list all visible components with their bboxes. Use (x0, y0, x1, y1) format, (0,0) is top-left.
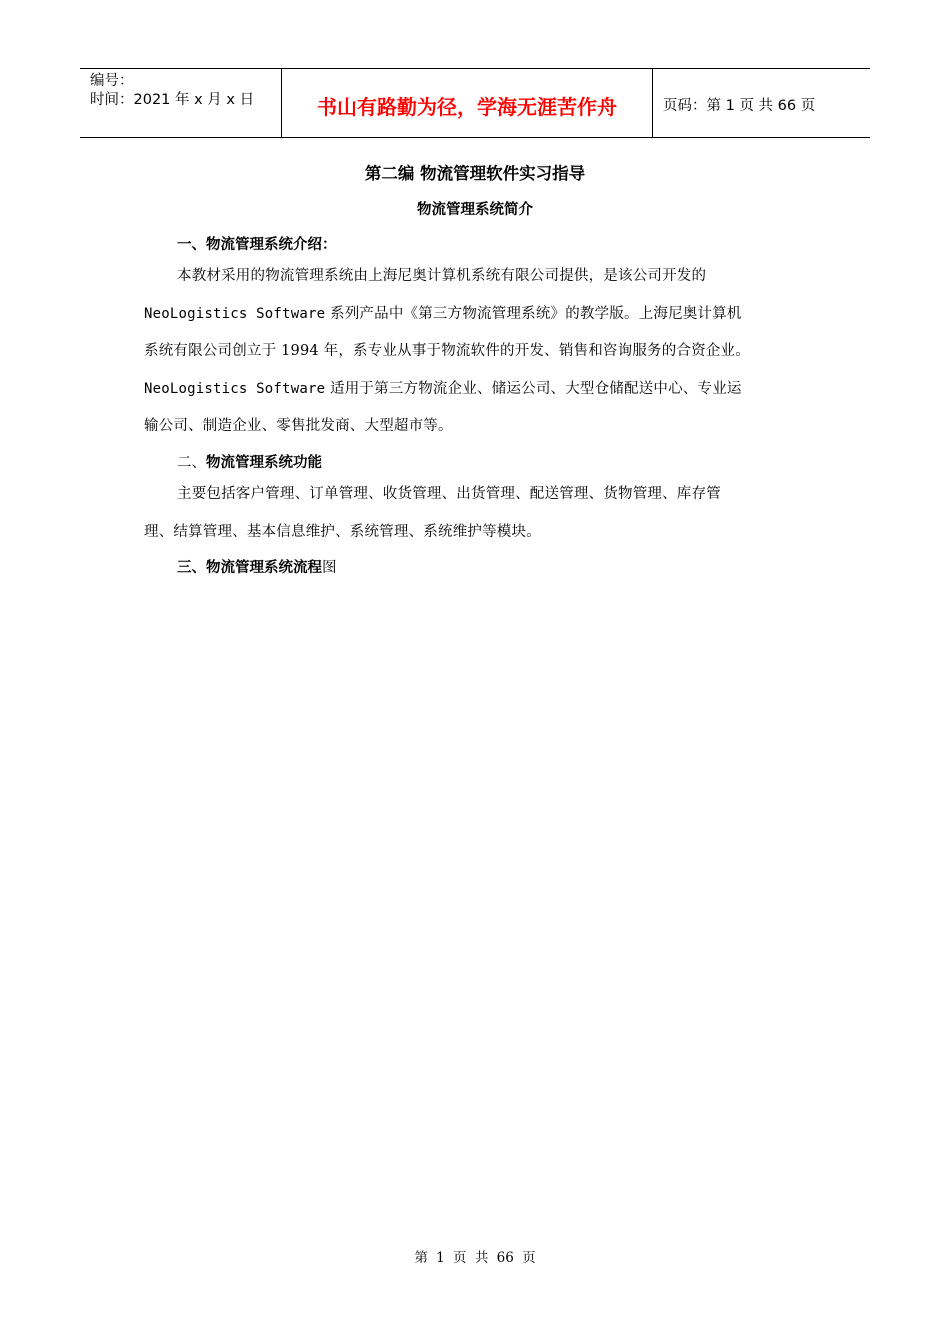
section-2-title: 物流管理系统功能 (206, 455, 322, 471)
paragraph-line: 本教材采用的物流管理系统由上海尼奥计算机系统有限公司提供，是该公司开发的 (177, 268, 707, 284)
section-1-heading: 一、物流管理系统介绍： (177, 237, 337, 253)
document-date: 时间：2021 年 x 月 x 日 (90, 92, 255, 108)
document-number-label: 编号： (90, 73, 134, 89)
header-page-info: 页码：第 1 页 共 66 页 (663, 97, 816, 114)
header-table (80, 68, 870, 138)
header-motto: 书山有路勤为径，学海无涯苦作舟 (281, 69, 653, 137)
product-name: NeoLogistics Software (144, 380, 326, 397)
product-name: NeoLogistics Software (144, 305, 326, 322)
paragraph-text: 适用于第三方物流企业、储运公司、大型仓储配送中心、专业运 (330, 380, 742, 397)
paragraph-line (111, 371, 824, 409)
paragraph-line: 系统有限公司创立于 1994 年，系专业从事于物流软件的开发、销售和咨询服务的合资企业。 (144, 343, 750, 359)
paragraph-text: 系列产品中《第三方物流管理系统》的教学版。上海尼奥计算机 (330, 305, 742, 322)
section-3-heading (177, 556, 337, 577)
paragraph-line: 主要包括客户管理、订单管理、收货管理、出货管理、配送管理、货物管理、库存管 (177, 486, 721, 502)
section-2-heading (177, 451, 322, 472)
paragraph-line (111, 296, 824, 334)
document-title: 第二编 物流管理软件实习指导 (364, 164, 586, 183)
section-3-title: 三、物流管理系统流程 (177, 560, 322, 576)
paragraph-line: 输公司、制造企业、零售批发商、大型超市等。 (144, 418, 453, 434)
document-subtitle: 物流管理系统简介 (417, 202, 533, 218)
section-2-paragraph (144, 476, 824, 551)
section-2-number: 二、 (177, 455, 206, 471)
paragraph-line: 理、结算管理、基本信息维护、系统管理、系统维护等模块。 (144, 523, 541, 540)
header-meta (80, 69, 281, 137)
page-footer: 第 1 页 共 66 页 (414, 1250, 536, 1266)
section-1-paragraph (144, 258, 824, 446)
section-3-suffix: 图 (322, 560, 337, 576)
